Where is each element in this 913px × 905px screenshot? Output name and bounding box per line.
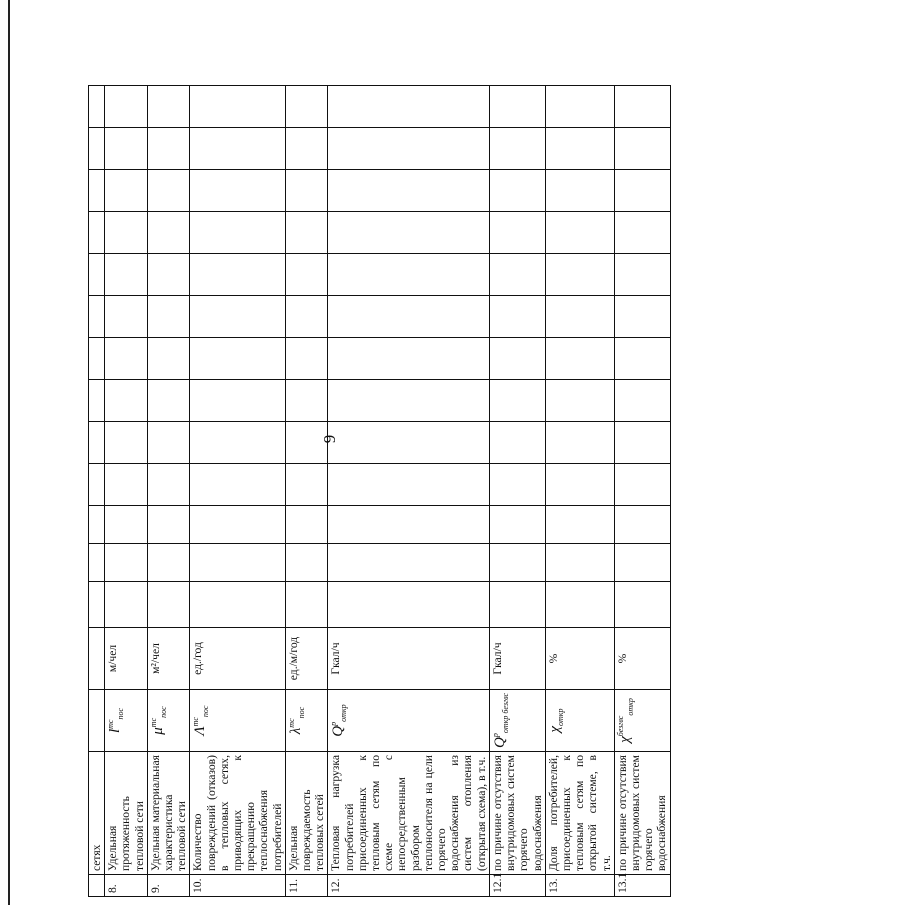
value-cell	[285, 464, 328, 506]
indicator-name: Удельная материальная характеристика тепловой сети	[147, 752, 190, 875]
value-cell	[328, 544, 489, 582]
value-cell	[285, 212, 328, 254]
value-cell	[147, 170, 190, 212]
value-cell	[147, 296, 190, 338]
value-cell	[328, 86, 489, 128]
value-cell	[614, 422, 670, 464]
value-cell	[147, 464, 190, 506]
symbol-base: χ	[616, 736, 633, 743]
indicator-name: Количество повреждений (отказов) в тепловых сетях, приводящих к прекращению теплоснабжения потребителей	[190, 752, 285, 875]
value-cell	[328, 212, 489, 254]
value-cell	[545, 582, 614, 628]
symbol-subscript: откр	[339, 704, 349, 722]
unit-cell: м/чел	[105, 628, 148, 690]
table-row	[105, 86, 148, 897]
value-cell	[190, 128, 285, 170]
value-cell	[614, 170, 670, 212]
value-cell	[328, 128, 489, 170]
value-cell	[489, 422, 545, 464]
table-row	[285, 86, 328, 897]
value-cell	[105, 582, 148, 628]
value-cell	[614, 464, 670, 506]
value-cell	[190, 296, 285, 338]
value-cell	[614, 380, 670, 422]
indicator-symbol	[147, 690, 190, 752]
row-number: 9.	[147, 875, 190, 897]
symbol-superscript: тс	[191, 717, 201, 727]
value-cell	[105, 254, 148, 296]
unit-cell: м²/чел	[147, 628, 190, 690]
value-cell	[328, 296, 489, 338]
row-number: 12.	[328, 875, 489, 897]
value-cell	[147, 422, 190, 464]
value-cell	[489, 128, 545, 170]
value-cell	[328, 582, 489, 628]
value-cell	[147, 254, 190, 296]
value-cell	[190, 422, 285, 464]
value-cell	[545, 128, 614, 170]
value-cell	[614, 254, 670, 296]
row-number: 13.1	[614, 875, 670, 897]
value-cell	[105, 380, 148, 422]
symbol-base: μ	[149, 727, 166, 735]
table-row	[190, 86, 285, 897]
symbol-subscript: пос	[296, 706, 306, 719]
value-cell	[328, 422, 489, 464]
value-cell	[545, 544, 614, 582]
value-cell	[614, 212, 670, 254]
value-cell	[190, 254, 285, 296]
value-cell	[489, 254, 545, 296]
value-cell	[285, 296, 328, 338]
value-cell	[285, 128, 328, 170]
value-cell	[147, 128, 190, 170]
continuation-text: сетях	[89, 752, 105, 875]
value-cell	[545, 506, 614, 544]
indicator-symbol	[489, 690, 545, 752]
value-cell	[105, 422, 148, 464]
symbol-subscript: откр	[555, 708, 565, 726]
indicator-name: по причине отсутствия внутридомовых систем горячего водоснабжения	[489, 752, 545, 875]
value-cell	[105, 464, 148, 506]
table-row	[147, 86, 190, 897]
value-cell	[285, 254, 328, 296]
value-cell	[328, 170, 489, 212]
symbol-base: Q	[491, 737, 508, 748]
row-number: 8.	[105, 875, 148, 897]
value-cell	[328, 254, 489, 296]
row-number: 10.	[190, 875, 285, 897]
value-cell	[285, 380, 328, 422]
value-cell	[105, 506, 148, 544]
symbol-subscript: пос	[116, 707, 126, 720]
value-cell	[545, 380, 614, 422]
value-cell	[489, 338, 545, 380]
value-cell	[147, 544, 190, 582]
symbol-subscript: откр	[625, 698, 635, 716]
indicator-name: Удельная протяженность тепловой сети	[105, 752, 148, 875]
row-number: 11.	[285, 875, 328, 897]
row-number: 12.1	[489, 875, 545, 897]
value-cell	[190, 544, 285, 582]
symbol-subscript: откр безгвс	[500, 693, 510, 734]
row-number: 13.	[545, 875, 614, 897]
value-cell	[285, 86, 328, 128]
value-cell	[489, 506, 545, 544]
value-cell	[614, 582, 670, 628]
value-cell	[147, 212, 190, 254]
rotated-table-sheet	[8, 52, 913, 893]
unit-cell: ед./м/год	[285, 628, 328, 690]
indicator-name: Тепловая нагрузка потребителей присоединенных к тепловым сетям по схеме с непосредственным разбором теплоносителя на цели горячего водоснабжения из систем отопления (открытая схема), в т.ч.	[328, 752, 489, 875]
value-cell	[285, 338, 328, 380]
indicator-table	[88, 85, 671, 897]
indicator-symbol	[190, 690, 285, 752]
indicator-symbol	[328, 690, 489, 752]
unit-cell: Гкал/ч	[328, 628, 489, 690]
value-cell	[285, 170, 328, 212]
value-cell	[489, 380, 545, 422]
indicator-symbol	[545, 690, 614, 752]
symbol-subscript: пос	[201, 705, 211, 718]
indicator-name: по причине отсутствия внутридомовых систем горячего водоснабжения	[614, 752, 670, 875]
value-cell	[105, 86, 148, 128]
value-cell	[190, 212, 285, 254]
indicator-symbol	[614, 690, 670, 752]
value-cell	[147, 582, 190, 628]
indicator-symbol	[285, 690, 328, 752]
value-cell	[105, 544, 148, 582]
value-cell	[489, 464, 545, 506]
value-cell	[489, 86, 545, 128]
symbol-superscript: тс	[286, 718, 296, 728]
value-cell	[489, 296, 545, 338]
value-cell	[285, 422, 328, 464]
value-cell	[614, 506, 670, 544]
value-cell	[545, 212, 614, 254]
value-cell	[489, 212, 545, 254]
value-cell	[190, 464, 285, 506]
value-cell	[614, 338, 670, 380]
value-cell	[328, 380, 489, 422]
symbol-base: Q	[330, 725, 347, 737]
value-cell	[190, 380, 285, 422]
indicator-symbol	[105, 690, 148, 752]
value-cell	[545, 422, 614, 464]
value-cell	[147, 380, 190, 422]
value-cell	[190, 338, 285, 380]
value-cell	[328, 506, 489, 544]
unit-cell: ед./год	[190, 628, 285, 690]
symbol-base: Λ	[192, 726, 209, 736]
value-cell	[545, 464, 614, 506]
symbol-subscript: пос	[158, 706, 168, 718]
value-cell	[614, 296, 670, 338]
indicator-name: Доля потребителей, присоединенных к тепловым сетям по открытой системе, в т.ч.	[545, 752, 614, 875]
symbol-base: χ	[546, 725, 563, 733]
value-cell	[545, 86, 614, 128]
symbol-superscript: тс	[106, 719, 116, 729]
value-cell	[147, 506, 190, 544]
unit-cell: %	[614, 628, 670, 690]
symbol-base: l	[107, 728, 124, 734]
value-cell	[105, 170, 148, 212]
value-cell	[545, 170, 614, 212]
value-cell	[105, 128, 148, 170]
value-cell	[285, 544, 328, 582]
value-cell	[545, 338, 614, 380]
value-cell	[545, 254, 614, 296]
value-cell	[285, 582, 328, 628]
table-row-continuation	[89, 86, 105, 897]
value-cell	[545, 296, 614, 338]
table-row	[614, 86, 670, 897]
value-cell	[190, 582, 285, 628]
value-cell	[105, 338, 148, 380]
symbol-superscript: р	[329, 721, 339, 726]
value-cell	[328, 338, 489, 380]
symbol-base: λ	[287, 727, 304, 735]
unit-cell: Гкал/ч	[489, 628, 545, 690]
value-cell	[190, 86, 285, 128]
value-cell	[614, 544, 670, 582]
value-cell	[190, 170, 285, 212]
symbol-superscript: тс	[148, 717, 158, 728]
value-cell	[614, 86, 670, 128]
value-cell	[328, 464, 489, 506]
value-cell	[190, 506, 285, 544]
value-cell	[105, 296, 148, 338]
value-cell	[147, 86, 190, 128]
table-row	[545, 86, 614, 897]
value-cell	[489, 544, 545, 582]
value-cell	[489, 582, 545, 628]
value-cell	[105, 212, 148, 254]
symbol-superscript: р	[490, 733, 500, 738]
value-cell	[147, 338, 190, 380]
page-number: 9	[320, 434, 339, 444]
value-cell	[285, 506, 328, 544]
indicator-name: Удельная повреждаемость тепловых сетей	[285, 752, 328, 875]
symbol-superscript: безгвс	[615, 715, 625, 737]
indicator-table-rotated	[88, 102, 669, 897]
table-row	[489, 86, 545, 897]
table-row	[328, 86, 489, 897]
value-cell	[489, 170, 545, 212]
unit-cell: %	[545, 628, 614, 690]
value-cell	[614, 128, 670, 170]
